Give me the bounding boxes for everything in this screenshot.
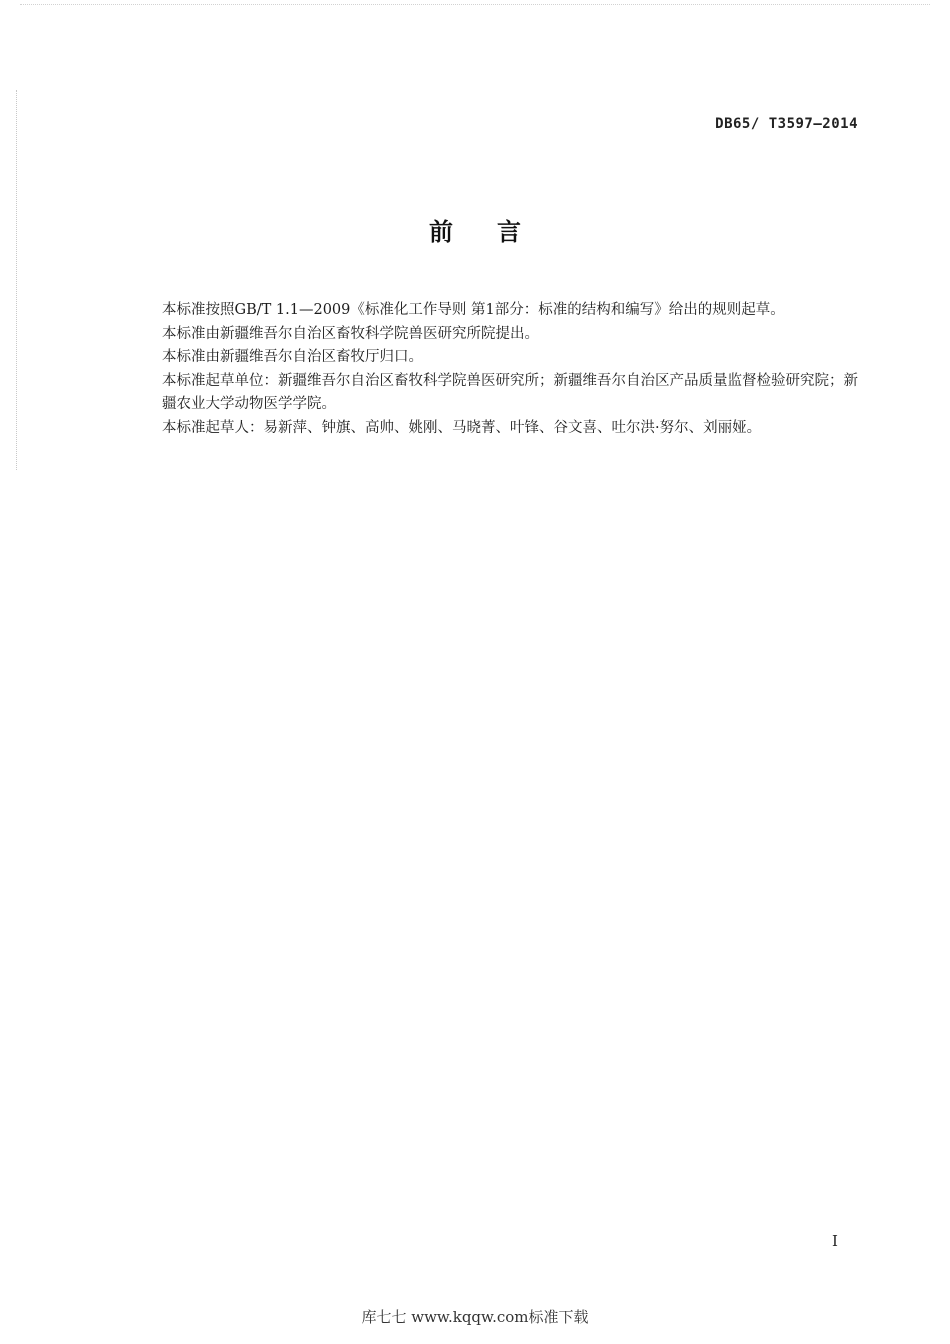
preface-paragraph: 本标准由新疆维吾尔自治区畜牧科学院兽医研究所院提出。 [162, 325, 539, 342]
preface-paragraph: 本标准由新疆维吾尔自治区畜牧厅归口。 [162, 349, 423, 366]
preface-paragraph: 本标准起草人：易新萍、钟旗、高帅、姚刚、马晓菁、叶锋、谷文喜、吐尔洪·努尔、刘丽娅。 [162, 419, 762, 436]
preface-paragraph: 本标准按照GB/T 1.1—2009《标准化工作导则 第1部分：标准的结构和编写》给出的规则起草。 [162, 302, 785, 318]
footer-watermark-text: 库七七 www.kqqw.com标准下载 [361, 1308, 589, 1326]
preface-paragraph: 本标准起草单位：新疆维吾尔自治区畜牧科学院兽医研究所；新疆维吾尔自治区产品质量监督检验研究院；新疆农业大学动物医学学院。 [162, 372, 858, 413]
scan-binding-edge [16, 90, 18, 470]
standard-code: DB65/ T3597—2014 [715, 116, 858, 132]
page-title: 前言 [429, 218, 565, 246]
page-number: I [832, 1232, 838, 1250]
preface-body [162, 299, 862, 441]
scan-top-edge [20, 4, 930, 6]
